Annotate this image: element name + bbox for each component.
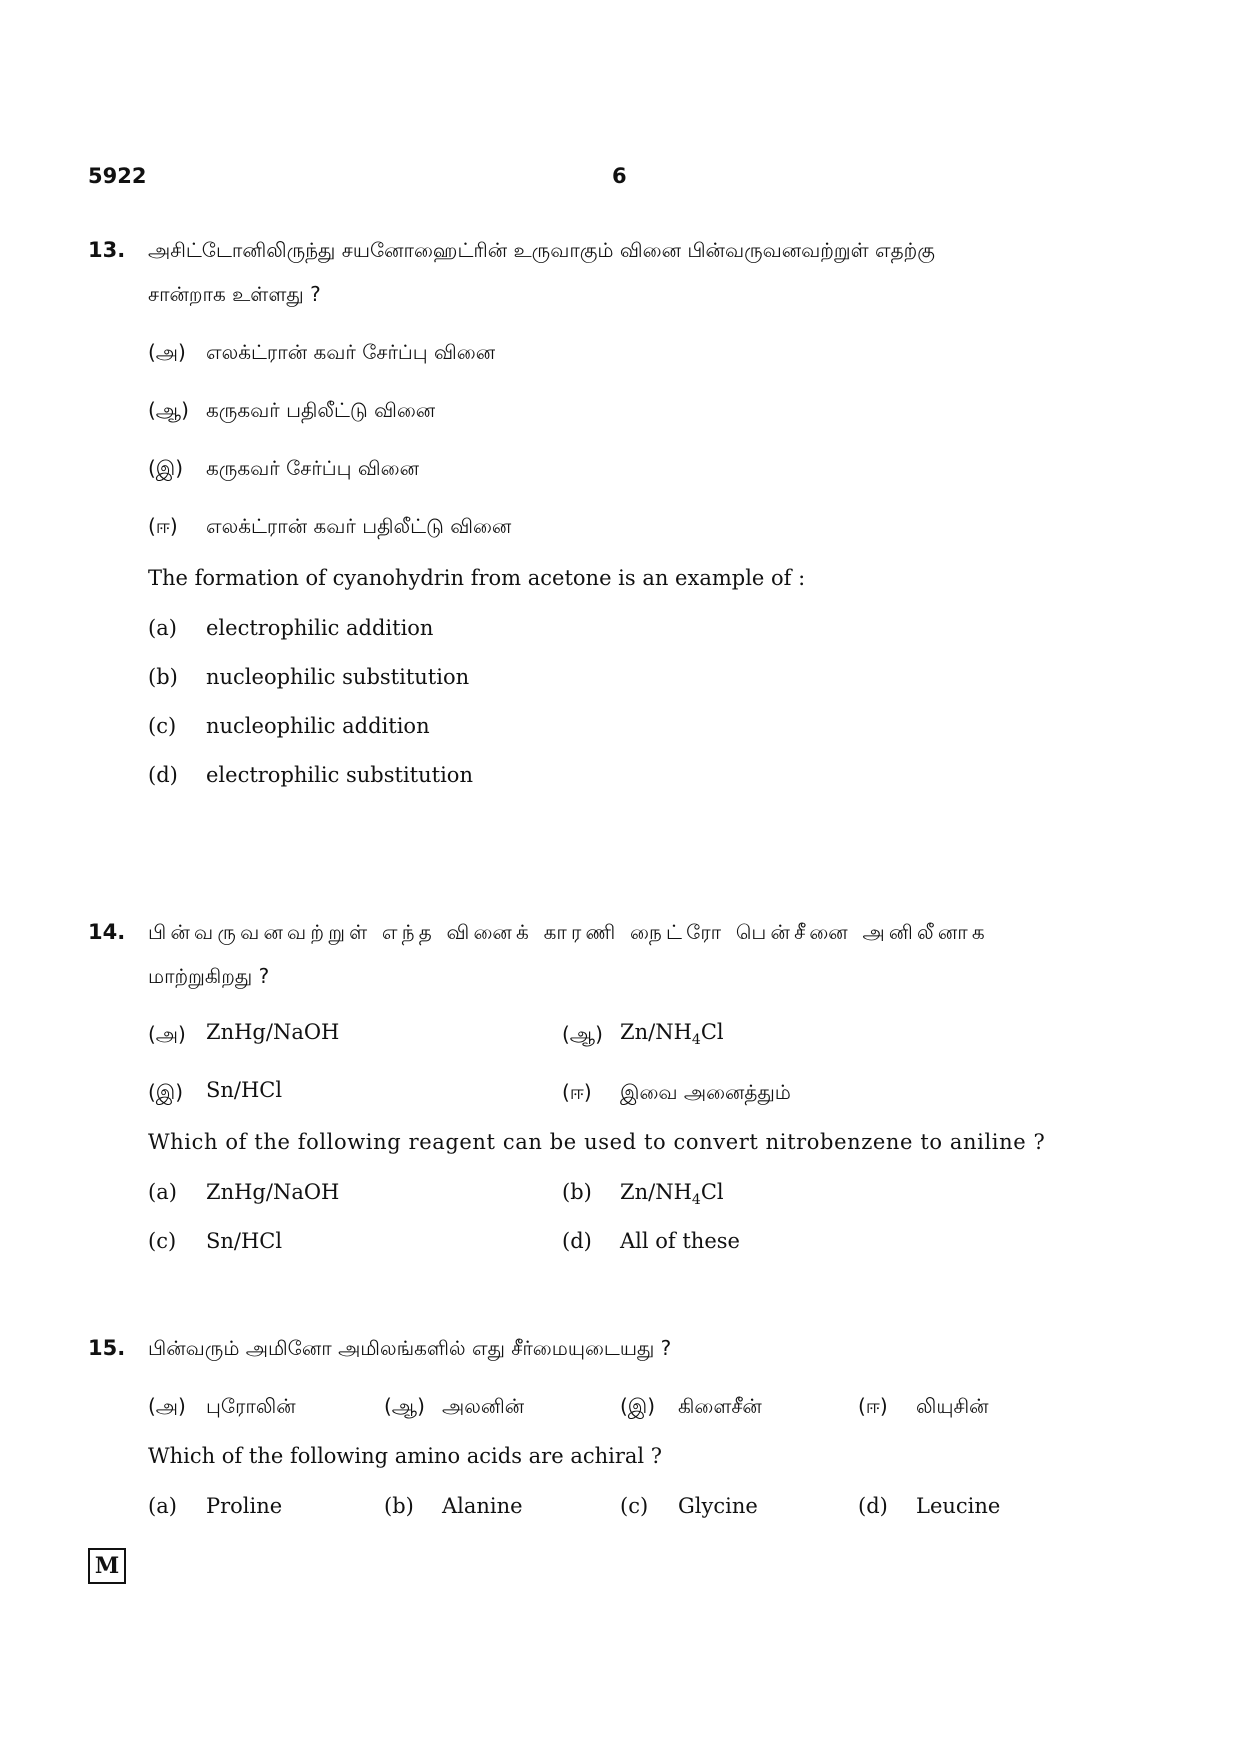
- option-label: (a): [148, 1180, 177, 1204]
- option-label: (அ): [148, 340, 186, 364]
- option-text: ZnHg/NaOH: [206, 1180, 340, 1204]
- option-text: Sn/HCl: [206, 1078, 283, 1102]
- option-label: (a): [148, 616, 177, 640]
- question-text-english: Which of the following amino acids are achiral ?: [148, 1444, 663, 1468]
- option-label: (b): [384, 1494, 414, 1518]
- option-label: (ஈ): [858, 1394, 888, 1418]
- question-text-tamil: பின்வரும் அமினோ அமிலங்களில் எது சீர்மையுடையது ?: [148, 1336, 672, 1360]
- question-text-english: Which of the following reagent can be used to convert nitrobenzene to aniline ?: [148, 1130, 1046, 1154]
- page-number: 6: [612, 164, 627, 188]
- option-text: இவை அனைத்தும்: [620, 1080, 791, 1104]
- option-text: electrophilic substitution: [206, 763, 473, 787]
- option-text: electrophilic addition: [206, 616, 434, 640]
- option-text: எலக்ட்ரான் கவர் சேர்ப்பு வினை: [206, 340, 496, 364]
- question-text-tamil: பின்வருவனவற்றுள் எந்த வினைக் காரணி நைட்ரோ பென்சீனை அனிலீனாக: [148, 920, 989, 944]
- question-text-english: The formation of cyanohydrin from acetone is an example of :: [148, 566, 806, 590]
- question-number: 14.: [88, 920, 126, 944]
- option-text: லியுசின்: [916, 1394, 989, 1418]
- option-label: (c): [620, 1494, 649, 1518]
- option-label: (b): [148, 665, 178, 689]
- option-label: (a): [148, 1494, 177, 1518]
- option-label: (இ): [620, 1394, 656, 1418]
- option-text: $Zn/NH_4Cl$: [620, 1020, 724, 1049]
- option-label: (ஆ): [148, 398, 189, 422]
- option-text: Proline: [206, 1494, 283, 1518]
- medium-mark-box: M: [88, 1548, 126, 1584]
- option-label: (ஆ): [562, 1022, 603, 1046]
- option-label: (c): [148, 714, 177, 738]
- option-label: (ஆ): [384, 1394, 425, 1418]
- option-text: nucleophilic addition: [206, 714, 430, 738]
- option-text: புரோலின்: [206, 1394, 296, 1418]
- option-label: (d): [562, 1229, 592, 1253]
- option-text: கருகவர் பதிலீட்டு வினை: [206, 398, 436, 422]
- question-number: 13.: [88, 238, 126, 262]
- option-label: (இ): [148, 456, 184, 480]
- option-text: கிளைசீன்: [678, 1394, 762, 1418]
- option-text: Alanine: [442, 1494, 523, 1518]
- option-text: எலக்ட்ரான் கவர் பதிலீட்டு வினை: [206, 514, 512, 538]
- option-text: All of these: [620, 1229, 740, 1253]
- option-label: (c): [148, 1229, 177, 1253]
- option-text: Sn/HCl: [206, 1229, 283, 1253]
- option-label: (ஈ): [562, 1080, 592, 1104]
- paper-code: 5922: [88, 164, 147, 188]
- option-text: Leucine: [916, 1494, 1001, 1518]
- option-text: அலனின்: [442, 1394, 525, 1418]
- option-label: (ஈ): [148, 514, 178, 538]
- option-text: கருகவர் சேர்ப்பு வினை: [206, 456, 419, 480]
- question-text-tamil: அசிட்டோனிலிருந்து சயனோஹைட்ரின் உருவாகும் வினை பின்வருவனவற்றுள் எதற்கு: [148, 238, 935, 262]
- option-label: (இ): [148, 1080, 184, 1104]
- question-number: 15.: [88, 1336, 126, 1360]
- question-text-tamil-cont: சான்றாக உள்ளது ?: [148, 282, 321, 306]
- question-text-tamil-cont: மாற்றுகிறது ?: [148, 964, 270, 988]
- option-label: (அ): [148, 1394, 186, 1418]
- option-text: ZnHg/NaOH: [206, 1020, 340, 1044]
- option-label: (d): [148, 763, 178, 787]
- option-label: (b): [562, 1180, 592, 1204]
- option-text: nucleophilic substitution: [206, 665, 470, 689]
- option-text: $Zn/NH_4Cl$: [620, 1180, 724, 1209]
- option-label: (d): [858, 1494, 888, 1518]
- option-text: Glycine: [678, 1494, 758, 1518]
- option-label: (அ): [148, 1022, 186, 1046]
